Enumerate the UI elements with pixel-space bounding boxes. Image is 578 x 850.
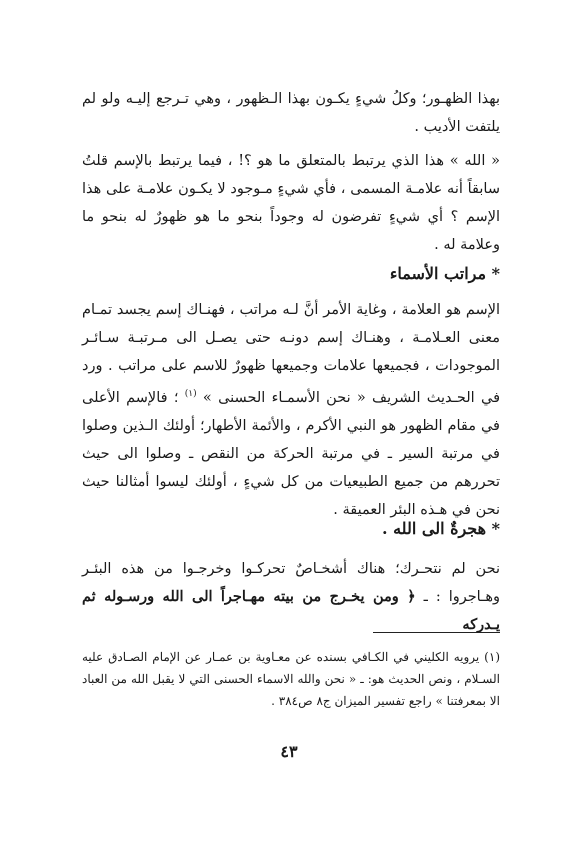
paragraph-1-block <box>82 85 500 141</box>
paragraph-3 <box>82 296 500 524</box>
paragraph-4 <box>82 555 500 639</box>
paragraph-2: « الله » هذا الذي يرتبط بالمتعلق ما هو ؟! ، فيما يرتبط بالإسم قلتُ سابقاً أنه علامـة المسمى ، فأي شيءٍ مـوجود لا يكـون علامـة على هذا الإسم ؟ أي شيءٍ تفرضون له وجوداً بنحو ما هو ظهورٌ له بنحو ما وعلامة له . <box>82 153 500 253</box>
paragraph-3-block <box>82 296 500 524</box>
paragraph-2-block <box>82 147 500 259</box>
section-heading-migration-to-god: * هجرةٌ الى الله . <box>381 519 500 538</box>
paragraph-4-block <box>82 555 500 639</box>
footnote-1: (١) يرويه الكليني في الكـافي بسنده عن معـاوية بن عمـار عن الإمام الصـادق عليه السـلام ، ونص الحديث هو: ـ « نحن والله الاسماء الحسنى التي لا يقبل الله من العباد الا بمعرفتنا » راجع تفسير الميزان ج٨ ص٣٨٤ . <box>82 650 500 708</box>
footnote-block <box>82 646 500 712</box>
paragraph-1: بهذا الظهـور؛ وكلُ شيءٍ يكـون بهذا الـظهور ، وهي تـرجع إليـه ولو لم يلتفت الأديب . <box>82 91 500 135</box>
heading-hijra-block <box>82 514 500 544</box>
paragraph-4-quran-quote: ﴿ ومن يخـرج من بيته مهـاجراً الى الله ورسـوله ثم يـدركه <box>82 588 500 633</box>
heading-ranks-block <box>82 259 500 289</box>
footnote-separator <box>373 632 500 633</box>
paragraph-3-part-2: ؛ فالإسم الأعلى في مقام الظهور هو النبي الأكرم ، والأئمة الأطهار؛ أولئك الـذين وصلوا في مرتبة السير ـ في مرتبة الحركة من النقص ـ وصلوا الى حيث تحررهم من جميع الطبيعيات من كل شيءٍ ، أولئك ليسوا أمثالنا حيث نحن في هـذه البئر العميقة . <box>82 389 500 518</box>
footnote-reference-1: (١) <box>184 389 197 399</box>
page-number: ٤٣ <box>280 742 298 761</box>
paragraph-3-part-1: الإسم هو العلامة ، وغاية الأمر أنَّ لـه مراتب ، فهنـاك إسم يجسد تمـام معنى العـلامـة ، وهنـاك إسم دونـه حتى يصـل الى مـرتبـة سـائـر الموجودات ، فجميعها علامات وجميعها ظهورٌ للاسم على مراتب . ورد في الحـديث الشريف « نحن الأسمـاء الحسنى » <box>82 302 501 406</box>
paragraph-4-plain: نحن لم نتحـرك؛ هناك أشخـاصٌ تحركـوا وخرجـوا من هذه البئـر وهـاجروا : ـ <box>82 561 500 605</box>
section-heading-ranks-of-names: * مراتب الأسماء <box>389 264 500 283</box>
